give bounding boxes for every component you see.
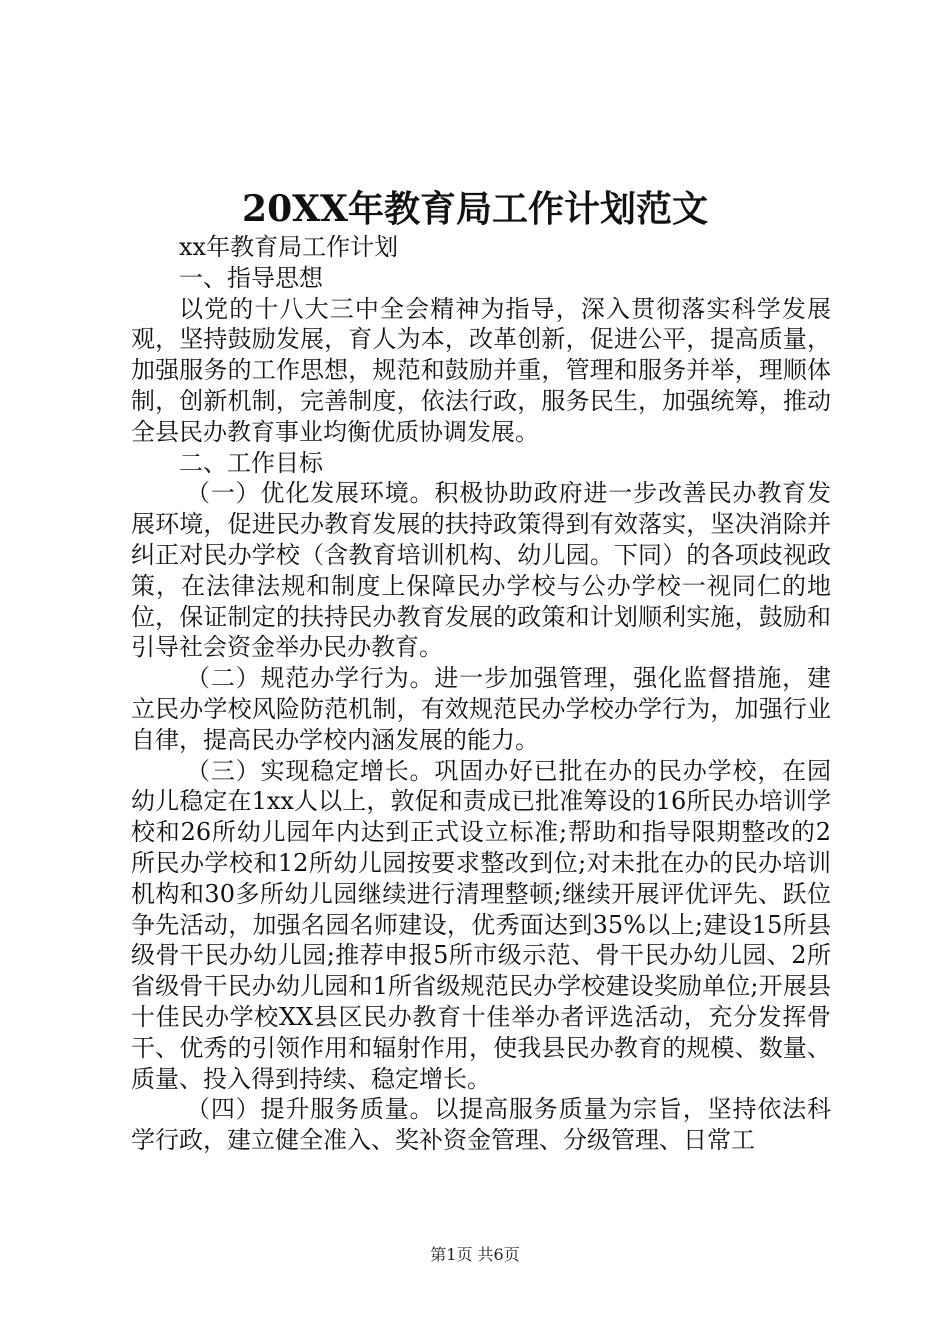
- paragraph-goal-3: （三）实现稳定增长。巩固办好已批在办的民办学校，在园幼儿稳定在1xx人以上，敦促和责成已批准筹设的16所民办培训学校和26所幼儿园年内达到正式设立标准;帮助和指导限期整改的2所民办学校和12所幼儿园按要求整改到位;对未批在办的民办培训机构和30多所幼儿园继续进行清理整顿;继续开展评优评先、跃位争先活动，加强名园名师建设，优秀面达到35%以上;建设15所县级骨干民办幼儿园;推荐申报5所市级示范、骨干民办幼儿园、2所省级骨干民办幼儿园和1所省级规范民办学校建设奖励单位;开展县十佳民办学校XX县区民办教育十佳举办者评选活动，充分发挥骨干、优秀的引领作用和辐射作用，使我县民办教育的规模、数量、质量、投入得到持续、稳定增长。: [131, 756, 831, 1093]
- paragraph-goal-2: （二）规范办学行为。进一步加强管理，强化监督措施，建立民办学校风险防范机制，有效规范民办学校办学行为，加强行业自律，提高民办学校内涵发展的能力。: [131, 664, 831, 754]
- section-heading-work-goals: 二、工作目标: [179, 448, 323, 477]
- plan-heading: xx年教育局工作计划: [179, 233, 399, 261]
- section-heading-guiding-ideology: 一、指导思想: [179, 263, 323, 292]
- page-footer: 第1页 共6页: [430, 1245, 520, 1264]
- document-title: 20XX年教育局工作计划范文: [242, 188, 708, 230]
- paragraph-guiding-ideology: 以党的十八大三中全会精神为指导，深入贯彻落实科学发展观，坚持鼓励发展，育人为本，改革创新，促进公平，提高质量，加强服务的工作思想，规范和鼓励并重，管理和服务并举，理顺体制，创新机制，完善制度，依法行政，服务民生，加强统筹，推动全县民办教育事业均衡优质协调发展。: [131, 294, 831, 446]
- document-body: [131, 232, 831, 1156]
- paragraph-goal-4: （四）提升服务质量。以提高服务质量为宗旨，坚持依法科学行政，建立健全准入、奖补资金管理、分级管理、日常工: [131, 1095, 831, 1155]
- paragraph-goal-1: （一）优化发展环境。积极协助政府进一步改善民办教育发展环境，促进民办教育发展的扶持政策得到有效落实，坚决消除并纠正对民办学校（含教育培训机构、幼儿园。下同）的各项歧视政策，在法律法规和制度上保障民办学校与公办学校一视同仁的地位，保证制定的扶持民办教育发展的政策和计划顺利实施，鼓励和引导社会资金举办民办教育。: [131, 479, 831, 662]
